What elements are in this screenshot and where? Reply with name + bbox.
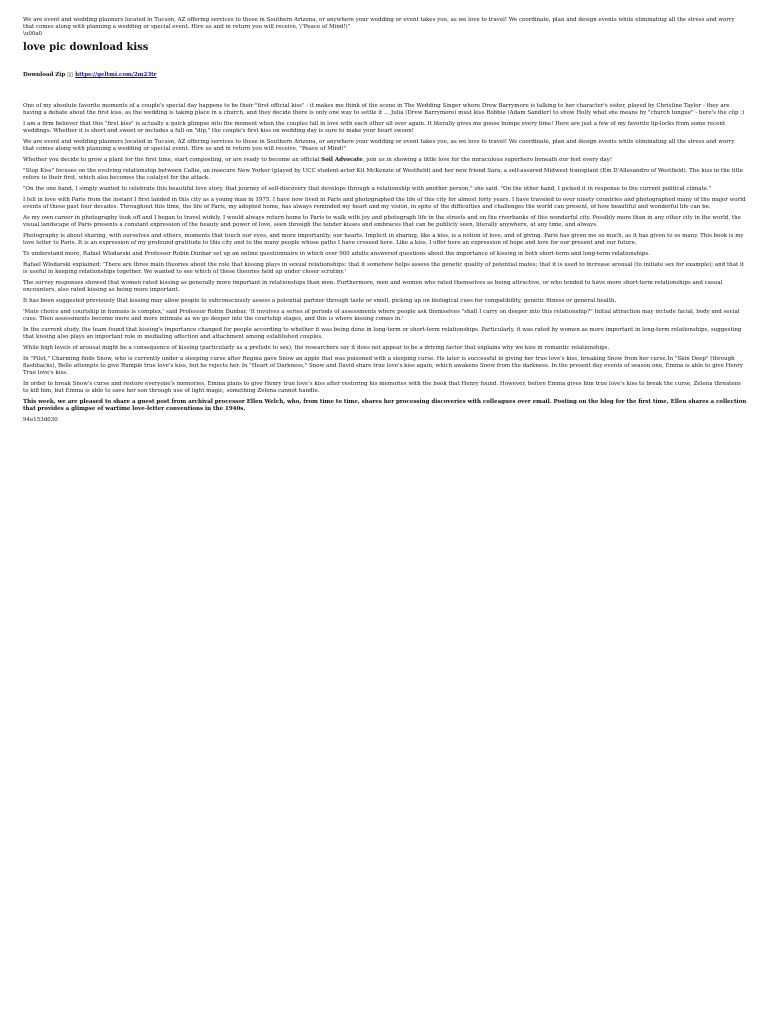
paragraph: The survey responses showed that women rated kissing as generally more important in relationships than men. Furthermore, men and women who rated themselves as being attractive, or who tended to have more short-term relationships and casual encounters, also rated kissing as being more important. [23,280,723,293]
paragraph: While high levels of arousal might be a consequence of kissing (particularly as a prelude to sex), the researchers say it does not appear to be a driving factor that explains why we kiss in romantic relationships. [23,345,610,351]
advocate-bold: Soil Advocate [321,157,363,163]
paragraph: To understand more, Rafael Wlodarski and Professor Robin Dunbar set up an online questionnaire in which over 900 adults answered questions about the importance of kissing in both short-term and long-term relationships. [23,251,650,257]
advocate-after: , join us in showing a little love for the miraculous superhero beneath our feet every day! [362,157,613,163]
paragraph: It has been suggested previously that kissing may allow people to subconsciously assess a potential partner through taste or smell, picking up on biological cues for compatibility, genetic fitness or general health. [23,298,617,304]
download-label: Download Zip [23,72,66,78]
intro-code: \u00a0 [23,31,43,37]
paragraph: "Stop Kiss" focuses on the evolving relationship between Callie, an insecure New Yorker (played by UCC student-actor Kit McKenzie of Westfield) and her new friend Sara, a self-assured Midwest transplant (Em D'Allesandro of Westfield). The kiss in the title refers to their first, which also becomes the catalyst for the attack. [23,168,743,181]
paragraph: I am a firm believer that this "first kiss" is actually a quick glimpse into the moment when the couples fall in love with each other all over again. It literally gives me goose bumps every time! Here are just a few of my favorite lip-locks from some recent weddings. Whether it is short and sweet or includes a full on "dip," the couple's first kiss on wedding day is sure to make your heart swoon! [23,121,726,134]
paragraph: Rafael Wlodarski explained: 'There are three main theories about the role that kissing plays in sexual relationships: that it somehow helps assess the genetic quality of potential mates; that it is used to increase arousal (to initiate sex for example); and that it is useful in keeping relationships together. We wanted to see which of these theories held up under closer scrutiny.' [23,262,744,275]
paragraph: One of my absolute favorite moments of a couple's special day happens to be their "first official kiss" - it makes me think of the scene in The Wedding Singer where Drew Barrymore is talking to her character's sister, played by Christine Taylor - they are having a debate about the first kiss, as the wedding is taking place in a church, and they decide there is only one way to settle it ... Julia (Drew Barrymore) must kiss Robbie (Adam Sandler) to show Holly what she means by "church tongue" - here's the clip :) [23,103,745,116]
advocate-paragraph [23,157,747,164]
advocate-before: Whether you decide to grow a plant for the first time, start composting, or are ready to become an official [23,157,322,163]
intro-paragraph: We are event and wedding planners located in Tucson, AZ offering services to those in Southern Arizona, or anywhere your wedding or event takes you, as we love to travel! We coordinate, plan and design events while eliminating all the stress and worry that comes along with planning a wedding or special event. Hire us and in return you will receive, \"Peace of Mind!\" [23,17,735,30]
page [0,0,770,424]
download-line [23,72,747,79]
bold-paragraph: This week, we are pleased to share a guest post from archival processor Ellen Welch, who, from time to time, shares her processing discoveries with colleagues over email. Posting on the blog for the first time, Ellen shares a collection that provides a glimpse of wartime love-letter conventions in the 1940s. [23,399,747,412]
paragraph: I fell in love with Paris from the instant I first landed in this city as a young man in 1975. I have now lived in Paris and photographed the life of this city for almost forty years. I have traveled to over ninety countries and photographed many of the major world events of these past four decades. Throughout this time, the life of Paris, my adopted home, has always reminded my heart and my vision, in spite of the difficulties and challenges the world can present, of how beautiful and wonderful life can be. [23,197,746,210]
paragraph: As my own career in photography took off and I began to travel widely, I would always return home to Paris to walk with joy and photograph life in the streets and on the riverbanks of this wonderful city. Possibly more than in any other city in the world, the visual landscape of Paris presents a constant expression of the beauty and power of love, seen through the tender kisses and embraces that can be publicly seen, literally anywhere, at any time, and always. [23,215,741,228]
download-link[interactable]: https://geltmi.com/2m23tr [75,72,157,78]
paragraph: 'Mate choice and courtship in humans is complex,' said Professor Robin Dunbar. 'It involves a series of periods of assessments where people ask themselves "shall I carry on deeper into this relationship?" Initial attraction may include facial, body and social cues. Then assessments become more and more intimate as we go deeper into the courtship stages, and this is where kissing comes in.' [23,309,740,322]
footer-code: 94e153d030 [23,417,58,423]
paragraph: Photography is about sharing, with ourselves and others, moments that touch our eyes, and more importantly, our hearts. Implicit in sharing, like a kiss, is a notion of love, and of giving. Paris has given me so much, as it has given to so many. This book is my love letter to Paris. It is an expression of my profound gratitude to this city and to the many people whose paths I have crossed here. Like a kiss, I offer here an expression of hope and love for our present and our future. [23,233,744,246]
paragraph: "On the one hand, I simply wanted to celebrate this beautiful love story, that journey of self-discovery that develops through a relationship with another person," she said. "On the other hand, I picked it in response to the current political climate." [23,186,712,192]
paragraph: In "Pilot," Charming finds Snow, who is currently under a sleeping curse after Regina gave Snow an apple that was poisoned with a sleeping curse. He later is successful in giving her true love's kiss, breaking Snow from her curse.In "Skin Deep" (through flashbacks), Belle attempts to give Rumple true love's kiss, but he rejects her. In "Heart of Darkness," Snow and David share true love's kiss again, which awakens Snow from the darkness. In the present day events of season one, Emma is able to give Henry True love's kiss. [23,356,743,376]
download-glyph: ▯▯ [67,72,74,78]
paragraph: In the current study, the team found that kissing's importance changed for people according to whether it was being done in long-term or short-term relationships. Particularly, it was rated by women as more important in long-term relationships, suggesting that kissing also plays an important role in mediating affection and attachment among established couples. [23,327,742,340]
page-title: love pic download kiss [23,42,149,53]
paragraph: In order to break Snow's curse and restore everyone's memories, Emma plans to give Henry true love's kiss after restoring his memories with the book that Henry found. However, before Emma gives him true love's kiss to break the curse, Zelena threatens to kill him, but Emma is able to save her son through use of light magic, something Zelena cannot handle. [23,381,741,394]
paragraph: We are event and wedding planners located in Tucson, AZ offering services to those in Southern Arizona, or anywhere your wedding or event takes you, as we love to travel! We coordinate, plan and design events while eliminating all the stress and worry that comes along with planning a wedding or special event. Hire us and in return you will receive, "Peace of Mind!" [23,139,735,152]
